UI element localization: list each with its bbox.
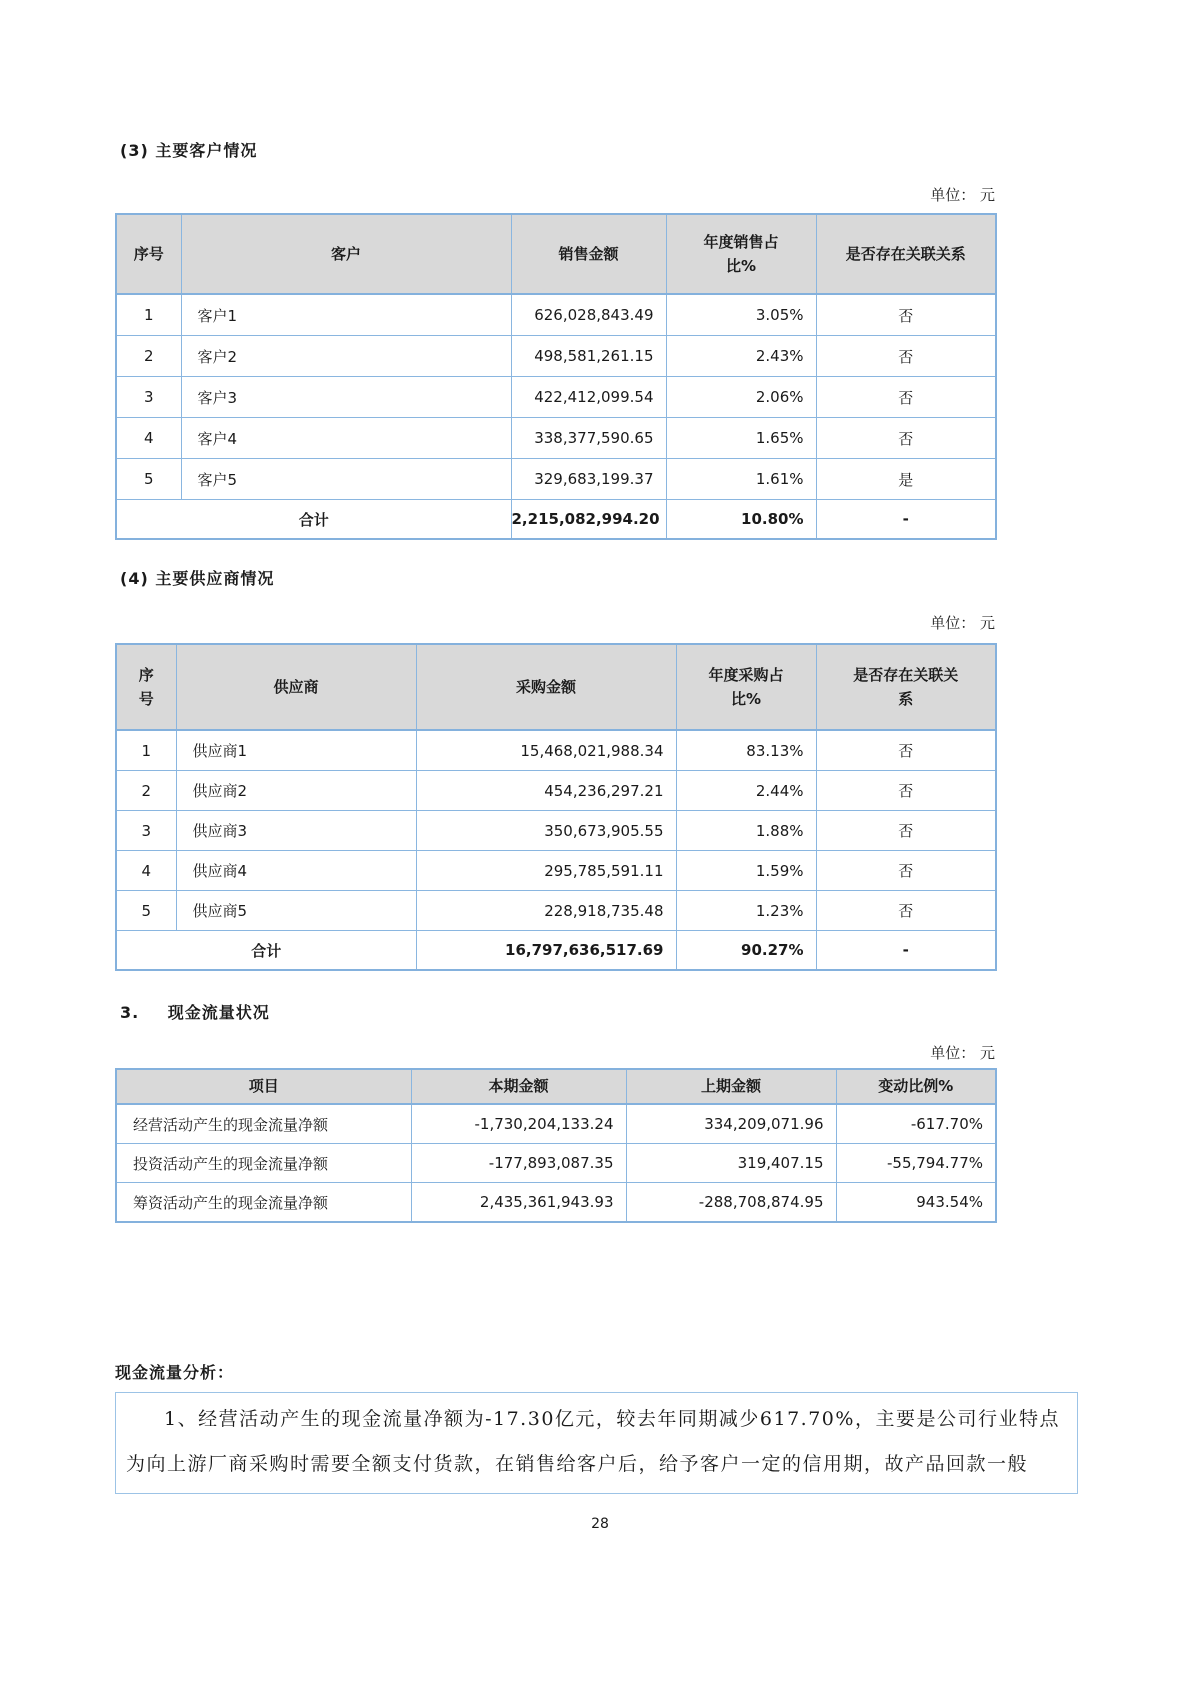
supplier-ratio: 83.13% [676,730,816,771]
col-header-supplier: 供应商 [176,644,416,730]
customers-table [115,213,997,540]
customer-related: 否 [816,418,996,459]
customer-ratio: 2.06% [666,377,816,418]
col-header-purchase-ratio-line2: 比% [730,690,762,708]
cashflow-current: 2,435,361,943.93 [411,1183,626,1223]
col-header-sales-ratio-line1: 年度销售占 [703,233,779,251]
customer-row [116,377,996,418]
supplier-ratio: 1.23% [676,891,816,931]
unit-label-suppliers: 单位： 元 [930,614,995,632]
supplier-index: 1 [116,730,176,771]
customer-index: 4 [116,418,181,459]
cashflow-item: 投资活动产生的现金流量净额 [116,1144,411,1183]
supplier-row [116,891,996,931]
col-header-purchase-amount: 采购金额 [416,644,676,730]
cashflow-table [115,1068,997,1223]
supplier-ratio: 2.44% [676,771,816,811]
customer-related: 否 [816,377,996,418]
col-header-related: 是否存在关联关系 [816,214,996,294]
supplier-related: 否 [816,730,996,771]
section-cashflow-title: 现金流量状况 [167,1003,270,1022]
customers-total-row [116,500,996,540]
supplier-ratio: 1.88% [676,811,816,851]
customer-index: 1 [116,294,181,336]
supplier-index: 3 [116,811,176,851]
cashflow-row [116,1144,996,1183]
section-cashflow-heading [120,1000,270,1023]
col-header-index [116,644,176,730]
unit-label-customers: 单位： 元 [930,186,995,204]
supplier-name: 供应商3 [176,811,416,851]
col-header-change-ratio: 变动比例% [836,1069,996,1104]
customer-index: 2 [116,336,181,377]
suppliers-total-related: - [816,931,996,971]
cashflow-item: 经营活动产生的现金流量净额 [116,1104,411,1144]
supplier-index: 5 [116,891,176,931]
supplier-related: 否 [816,771,996,811]
supplier-related: 否 [816,811,996,851]
customer-row [116,418,996,459]
customers-total-related: - [816,500,996,540]
cashflow-current: -177,893,087.35 [411,1144,626,1183]
customer-related: 是 [816,459,996,500]
customers-total-amount: 2,215,082,994.20 [511,500,666,540]
col-header-sales-amount: 销售金额 [511,214,666,294]
supplier-row [116,811,996,851]
supplier-row [116,771,996,811]
col-header-index: 序号 [116,214,181,294]
cashflow-row [116,1183,996,1223]
supplier-name: 供应商1 [176,730,416,771]
customer-ratio: 2.43% [666,336,816,377]
cashflow-current: -1,730,204,133.24 [411,1104,626,1144]
col-header-related [816,644,996,730]
supplier-amount: 15,468,021,988.34 [416,730,676,771]
customer-ratio: 1.65% [666,418,816,459]
customer-name: 客户5 [181,459,511,500]
supplier-amount: 350,673,905.55 [416,811,676,851]
page-number: 28 [591,1516,609,1532]
col-header-customer: 客户 [181,214,511,294]
supplier-amount: 454,236,297.21 [416,771,676,811]
customer-amount: 498,581,261.15 [511,336,666,377]
customer-amount: 626,028,843.49 [511,294,666,336]
cashflow-prior: -288,708,874.95 [626,1183,836,1223]
section-suppliers-heading: (4) 主要供应商情况 [120,569,275,588]
cashflow-prior: 319,407.15 [626,1144,836,1183]
customer-ratio: 3.05% [666,294,816,336]
customer-row [116,459,996,500]
unit-label-cashflow: 单位： 元 [930,1044,995,1062]
suppliers-total-label: 合计 [116,931,416,971]
customer-index: 5 [116,459,181,500]
supplier-index: 4 [116,851,176,891]
suppliers-total-amount: 16,797,636,517.69 [416,931,676,971]
supplier-name: 供应商4 [176,851,416,891]
col-header-related-line1: 是否存在关联关 [853,666,959,684]
customer-row [116,294,996,336]
suppliers-table [115,643,997,971]
customer-row [116,336,996,377]
customer-name: 客户1 [181,294,511,336]
col-header-index-line1: 序 [138,666,154,684]
analysis-line-1: 1、经营活动产生的现金流量净额为-17.30亿元，较去年同期减少617.70%，主要是公司行业特点 [164,1408,1060,1430]
cashflow-prior: 334,209,071.96 [626,1104,836,1144]
section-customers-heading: (3) 主要客户情况 [120,141,258,160]
col-header-index-line2: 号 [138,690,154,708]
analysis-box [115,1392,1078,1494]
supplier-related: 否 [816,851,996,891]
supplier-related: 否 [816,891,996,931]
cashflow-change: -55,794.77% [836,1144,996,1183]
cashflow-change: 943.54% [836,1183,996,1223]
suppliers-total-ratio: 90.27% [676,931,816,971]
customer-index: 3 [116,377,181,418]
customer-amount: 422,412,099.54 [511,377,666,418]
col-header-related-line2: 系 [898,690,914,708]
supplier-amount: 228,918,735.48 [416,891,676,931]
customer-ratio: 1.61% [666,459,816,500]
customer-name: 客户4 [181,418,511,459]
col-header-purchase-ratio [676,644,816,730]
supplier-name: 供应商5 [176,891,416,931]
suppliers-total-row [116,931,996,971]
customer-name: 客户3 [181,377,511,418]
customers-total-label: 合计 [116,500,511,540]
col-header-current-amount: 本期金额 [411,1069,626,1104]
supplier-row [116,730,996,771]
analysis-line-2: 为向上游厂商采购时需要全额支付货款，在销售给客户后，给予客户一定的信用期，故产品回款一般 [126,1453,1029,1475]
supplier-name: 供应商2 [176,771,416,811]
col-header-prior-amount: 上期金额 [626,1069,836,1104]
col-header-sales-ratio-line2: 比% [725,257,757,275]
customer-related: 否 [816,336,996,377]
cashflow-change: -617.70% [836,1104,996,1144]
cashflow-item: 筹资活动产生的现金流量净额 [116,1183,411,1223]
customer-amount: 338,377,590.65 [511,418,666,459]
customer-related: 否 [816,294,996,336]
col-header-item: 项目 [116,1069,411,1104]
customer-amount: 329,683,199.37 [511,459,666,500]
col-header-sales-ratio [666,214,816,294]
customer-name: 客户2 [181,336,511,377]
customers-total-ratio: 10.80% [666,500,816,540]
supplier-index: 2 [116,771,176,811]
supplier-amount: 295,785,591.11 [416,851,676,891]
col-header-purchase-ratio-line1: 年度采购占 [708,666,784,684]
supplier-ratio: 1.59% [676,851,816,891]
section-cashflow-number: 3. [120,1003,140,1022]
analysis-heading: 现金流量分析： [115,1363,235,1382]
supplier-row [116,851,996,891]
cashflow-row [116,1104,996,1144]
